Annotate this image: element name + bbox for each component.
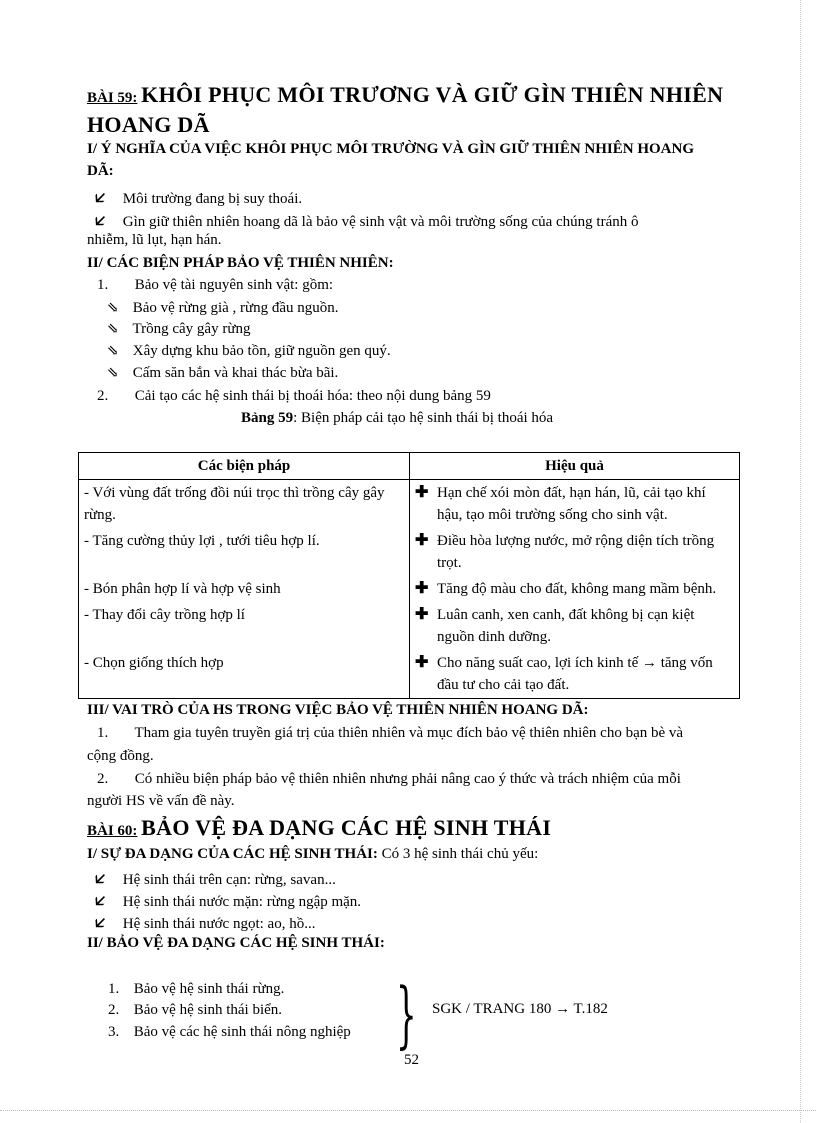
table-cell-measure: - Thay đổi cây trồng hợp lí [79,602,410,650]
table-cell-measure: - Bón phân hợp lí và hợp vệ sinh [79,576,410,602]
sub-item-text: Trồng cây gây rừng [132,321,251,337]
table-cell-effect [410,650,740,699]
hollow-arrow-icon: ⇘ [107,344,119,359]
item-text: Bảo vệ các hệ sinh thái nông nghiệp [133,1024,351,1040]
checked-arrow-icon: 🡧 [95,893,106,910]
checked-arrow-icon: 🡧 [95,190,106,207]
effect-text: Điều hòa lượng nước, mở rộng diện tích trồng trọt. [437,533,715,571]
item-continuation: người HS về vấn đề này. [87,793,235,809]
numbered-item [108,981,284,998]
sub-item-text: Xây dựng khu bảo tồn, giữ nguồn gen quý. [132,343,391,359]
right-brace-icon: } [396,972,417,1056]
measures-table [78,452,740,699]
item-number: 2. [108,1002,120,1018]
list-item-continuation: nhiễm, lũ lụt, hạn hán. [87,232,222,248]
table-header-row [79,453,740,480]
item-number: 1. [97,725,109,741]
table-caption-text: : Biện pháp cải tạo hệ sinh thái bị thoái hóa [293,410,554,426]
page-bottom-border [0,1110,816,1111]
list-item-text: Môi trường đang bị suy thoái. [122,191,303,207]
table-cell-effect [410,528,740,576]
lesson-60-number: BÀI 60: [87,823,138,839]
section-heading-bold: I/ SỰ ĐA DẠNG CỦA CÁC HỆ SINH THÁI: [87,846,378,862]
plus-icon: ✚ [415,606,429,623]
reference-text: SGK / TRANG 180 → T.182 [432,1001,608,1017]
section-1-heading-line2: DÃ: [87,163,114,179]
hollow-arrow-icon: ⇘ [107,366,119,381]
plus-icon: ✚ [415,532,429,549]
list-item-text: Hệ sinh thái trên cạn: rừng, savan... [122,872,336,888]
numbered-item [97,388,491,405]
table-cell-measure: - Với vùng đất trống đồi núi trọc thì trồng cây gây rừng. [79,480,410,529]
table-row [79,576,740,602]
sub-item [107,321,250,338]
lesson-59-title-line2: HOANG DÃ [87,112,210,137]
page-right-border [800,0,801,1123]
effect-text: Hạn chế xói mòn đất, hạn hán, lũ, cải tạo khí hậu, tạo môi trường sống cho sinh vật. [437,485,706,523]
table-cell-effect [410,576,740,602]
lesson-59-number: BÀI 59: [87,90,138,106]
item-text: Có nhiều biện pháp bảo vệ thiên nhiên nhưng phải nâng cao ý thức và trách nhiệm của mỗi [134,771,681,787]
table-header-effects: Hiệu quả [410,453,740,480]
checked-arrow-icon: 🡧 [95,213,106,230]
item-number: 1. [108,981,120,997]
section-3-heading: III/ VAI TRÒ CỦA HS TRONG VIỆC BẢO VỆ THIÊN NHIÊN HOANG DÃ: [87,702,589,718]
numbered-item [97,771,681,788]
page-number: 52 [404,1052,419,1068]
item-number: 1. [97,277,109,293]
table-cell-effect [410,480,740,529]
effect-text: Luân canh, xen canh, đất không bị cạn kiệt nguồn dinh dưỡng. [437,607,695,645]
numbered-item [97,725,683,742]
hollow-arrow-icon: ⇘ [107,301,119,316]
lesson-60-title [87,815,551,841]
effect-text: Tăng độ màu cho đất, không mang mầm bệnh. [437,581,717,597]
table-row [79,480,740,529]
item-text: Tham gia tuyên truyền giá trị của thiên nhiên và mục đích bảo vệ thiên nhiên cho bạn bè và [134,725,684,741]
plus-icon: ✚ [415,580,429,597]
table-caption-label: Bảng 59 [241,410,294,426]
section-1-heading-line1: I/ Ý NGHĨA CỦA VIỆC KHÔI PHỤC MÔI TRƯỜNG VÀ GÌN GIỮ THIÊN NHIÊN HOANG [87,141,695,157]
item-text: Bảo vệ hệ sinh thái rừng. [133,981,285,997]
table-cell-effect [410,602,740,650]
plus-icon: ✚ [415,484,429,501]
numbered-item [108,1024,351,1041]
lesson-60-title-text: BẢO VỆ ĐA DẠNG CÁC HỆ SINH THÁI [141,815,552,840]
effect-text: Cho năng suất cao, lợi ích kinh tế → tăng vốn đầu tư cho cải tạo đất. [437,655,713,693]
table-cell-measure: - Chọn giống thích hợp [79,650,410,699]
table-row [79,650,740,699]
lesson-59-title-line1: KHÔI PHỤC MÔI TRƯƠNG VÀ GIỮ GÌN THIÊN NHIÊN [141,82,724,107]
item-text: Bảo vệ hệ sinh thái biển. [133,1002,283,1018]
table-row [79,602,740,650]
list-item-text: Hệ sinh thái nước mặn: rừng ngập mặn. [122,894,362,910]
list-item-text: Hệ sinh thái nước ngọt: ao, hồ... [122,916,316,932]
sub-item-text: Bảo vệ rừng già , rừng đầu nguồn. [132,300,339,316]
section-60-1-heading [87,846,538,863]
sub-item [107,343,391,360]
table-header-measures: Các biện pháp [79,453,410,480]
item-text: Cải tạo các hệ sinh thái bị thoái hóa: theo nội dung bảng 59 [134,388,491,404]
section-60-2-heading: II/ BẢO VỆ ĐA DẠNG CÁC HỆ SINH THÁI: [87,935,385,951]
section-heading-rest: Có 3 hệ sinh thái chủ yếu: [377,846,539,862]
item-text: Bảo vệ tài nguyên sinh vật: gồm: [134,277,334,293]
table-cell-measure: - Tăng cường thủy lợi , tưới tiêu hợp lí. [79,528,410,576]
item-number: 3. [108,1024,120,1040]
item-number: 2. [97,388,109,404]
checked-arrow-icon: 🡧 [95,915,106,932]
section-2-heading: II/ CÁC BIỆN PHÁP BẢO VỆ THIÊN NHIÊN: [87,255,394,271]
table-caption [241,410,553,427]
sub-item [107,365,338,382]
plus-icon: ✚ [415,654,429,671]
list-item-text: Gìn giữ thiên nhiên hoang dã là bảo vệ sinh vật và môi trường sống của chúng tránh ô [122,214,639,230]
lesson-59-title [87,82,723,108]
item-number: 2. [97,771,109,787]
item-continuation: cộng đồng. [87,748,154,764]
numbered-item [108,1002,282,1019]
sub-item-text: Cấm săn bắn và khai thác bừa bãi. [132,365,339,381]
sub-item [107,300,339,317]
checked-arrow-icon: 🡧 [95,871,106,888]
numbered-item [97,277,333,294]
hollow-arrow-icon: ⇘ [107,322,119,337]
table-row [79,528,740,576]
